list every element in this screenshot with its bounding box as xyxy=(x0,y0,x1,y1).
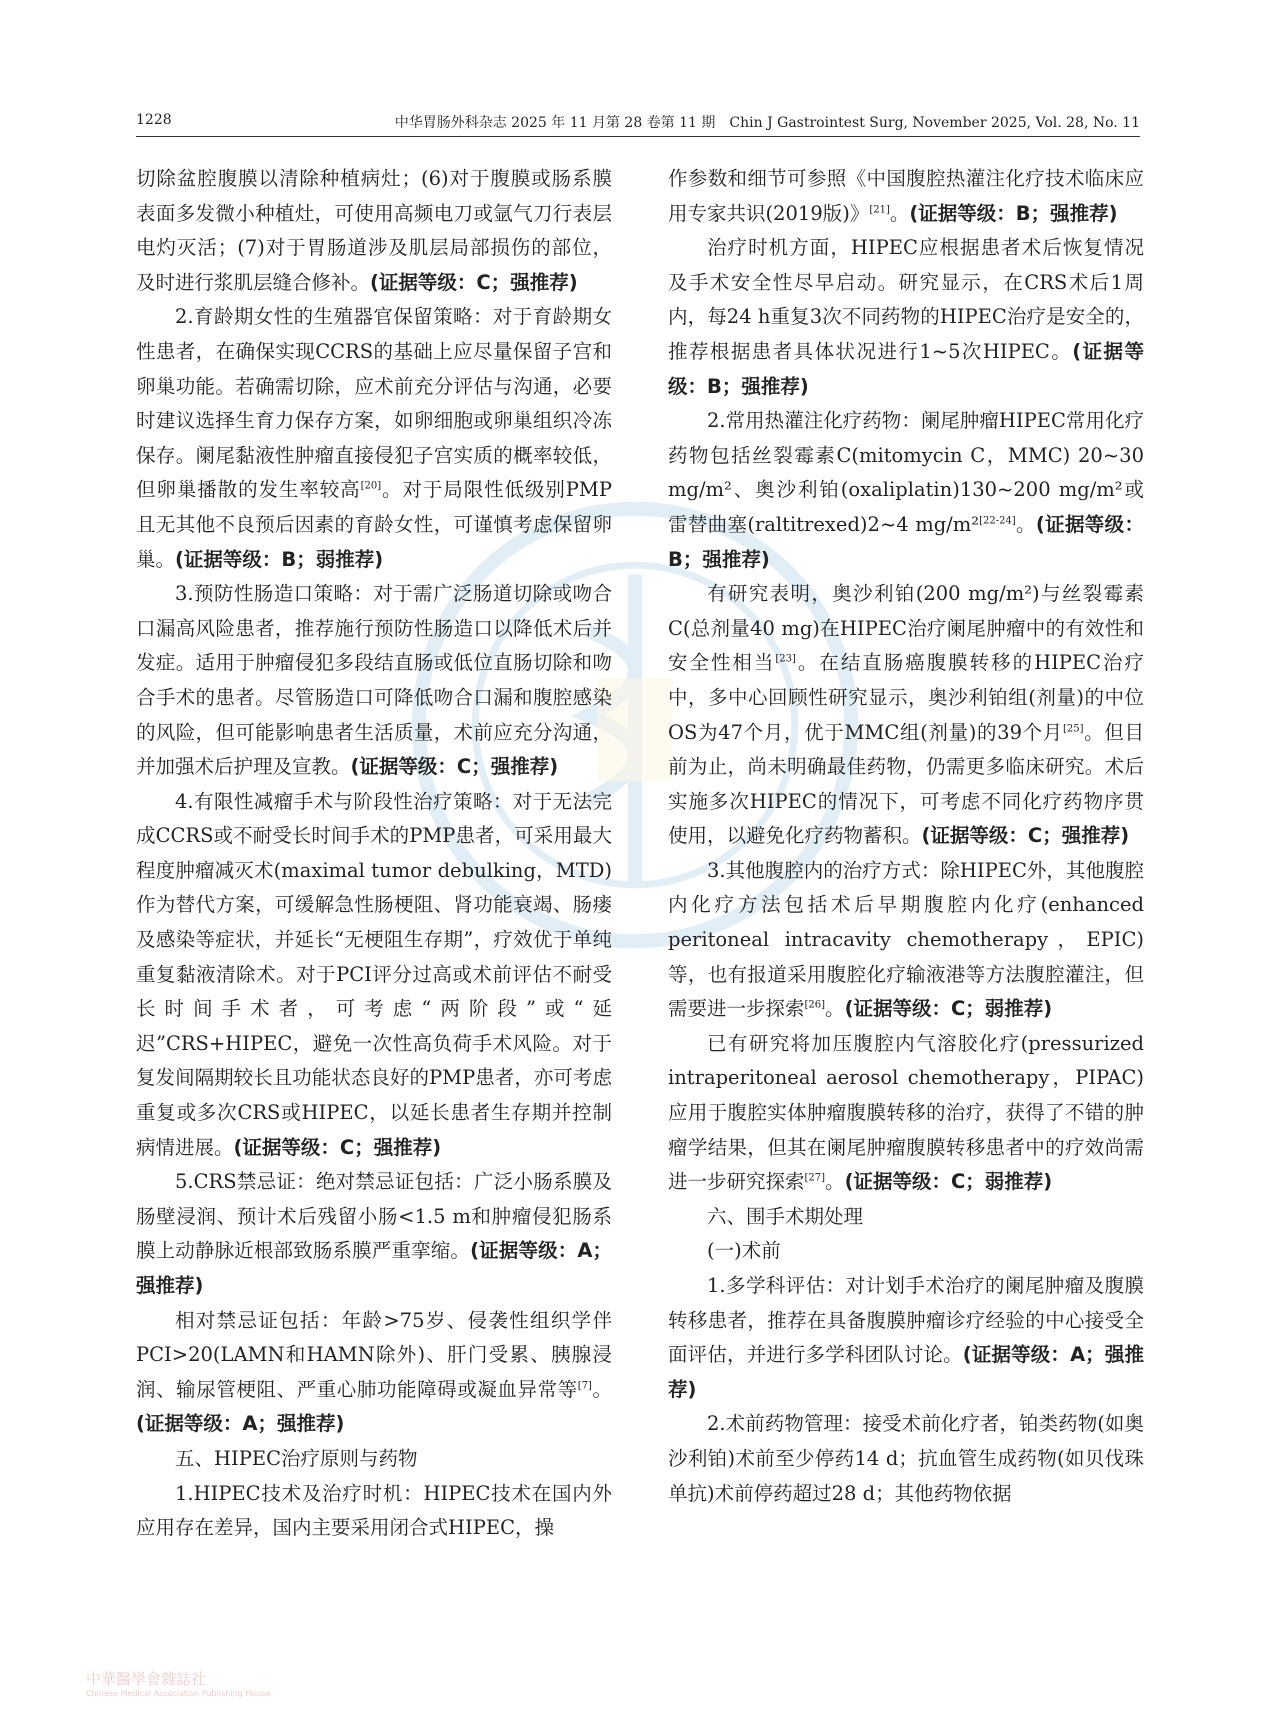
journal-citation: 中华胃肠外科杂志 2025 年 11 月第 28 卷第 11 期 Chin J Gastrointest Surg, November 2025, Vol. 28, No. 11 xyxy=(394,115,1140,131)
paragraph: 相对禁忌证包括：年龄>75岁、侵袭性组织学伴PCI>20(LAMN和HAMN除外)、肝门受累、胰腺浸润、输尿管梗阻、严重心肺功能障碍或凝血异常等[7]。(证据等级：A；强推荐) xyxy=(136,1308,612,1436)
publisher-logo xyxy=(86,1668,270,1708)
subsection-heading: (一)术前 xyxy=(707,1239,781,1263)
right-column xyxy=(668,162,1144,1511)
paragraph: 有研究表明，奥沙利铂(200 mg/m²)与丝裂霉素C(总剂量40 mg)在HIPEC治疗阑尾肿瘤中的有效性和安全性相当[23]。在结直肠癌腹膜转移的HIPEC治疗中，多中心回顾性研究显示，奥沙利铂组(剂量)的中位OS为47个月，优于MMC组(剂量)的39个月[25]。但目前为止，尚未明确最佳药物，仍需更多临床研究。术后实施多次HIPEC的情况下，可考虑不同化疗药物序贯使用，以避免化疗药物蓄积。(证据等级：C；强推荐) xyxy=(668,582,1144,848)
left-column xyxy=(136,162,612,1546)
paragraph: 已有研究将加压腹腔内气溶胶化疗(pressurized intraperitoneal aerosol chemotherapy，PIPAC)应用于腹腔实体肿瘤腹膜转移的治疗，获得了不错的肿瘤学结果，但其在阑尾肿瘤腹膜转移患者中的疗效尚需进一步研究探索[27]。(证据等级：C；弱推荐) xyxy=(668,1031,1144,1194)
paragraph: 2.术前药物管理：接受术前化疗者，铂类药物(如奥沙利铂)术前至少停药14 d；抗血管生成药物(如贝伐珠单抗)术前停药超过28 d；其他药物依据 xyxy=(668,1412,1144,1505)
paragraph: 3.其他腹腔内的治疗方式：除HIPEC外，其他腹腔内化疗方法包括术后早期腹腔内化疗(enhanced peritoneal intracavity chemotherapy，EPIC)等，也有报道采用腹腔化疗输液港等方法腹腔灌注，但需要进一步探索[26]。(证据等级：C；弱推荐) xyxy=(668,858,1144,1021)
paragraph: 1.多学科评估：对计划手术治疗的阑尾肿瘤及腹膜转移患者，推荐在具备腹膜肿瘤诊疗经验的中心接受全面评估，并进行多学科团队讨论。(证据等级：A；强推荐) xyxy=(668,1274,1144,1401)
paragraph: 2.常用热灌注化疗药物：阑尾肿瘤HIPEC常用化疗药物包括丝裂霉素C(mitomycin C，MMC) 20~30 mg/m²、奥沙利铂(oxaliplatin)130~200 mg/m²或雷替曲塞(raltitrexed)2~4 mg/m²[22-24]。(证据等级：B；强推荐) xyxy=(668,409,1144,571)
publisher-name: 中華醫學會雜誌社 xyxy=(86,1670,207,1688)
paragraph: 4.有限性减瘤手术与阶段性治疗策略：对于无法完成CCRS或不耐受长时间手术的PMP患者，可采用最大程度肿瘤减灭术(maximal tumor debulking，MTD)作为替代方案，可缓解急性肠梗阻、肾功能衰竭、肠瘘及感染等症状，并延长“无梗阻生存期”，疗效优于单纯重复黏液清除术。对于PCI评分过高或术前评估不耐受长时间手术者，可考虑“两阶段”或“延迟”CRS+HIPEC，避免一次性高负荷手术风险。对于复发间隔期较长且功能状态良好的PMP患者，亦可考虑重复或多次CRS或HIPEC，以延长患者生存期并控制病情进展。(证据等级：C；强推荐) xyxy=(136,789,612,1159)
paragraph: 治疗时机方面，HIPEC应根据患者术后恢复情况及手术安全性尽早启动。研究显示，在CRS术后1周内，每24 h重复3次不同药物的HIPEC治疗是安全的，推荐根据患者具体状况进行1~5次HIPEC。(证据等级：B；强推荐) xyxy=(668,236,1144,398)
page-number: 1228 xyxy=(136,112,172,128)
publisher-name-en: Chinese Medical Association Publishing House xyxy=(86,1689,271,1698)
section-heading: 六、围手术期处理 xyxy=(707,1204,864,1228)
section-heading: 五、HIPEC治疗原则与药物 xyxy=(175,1446,418,1470)
paragraph: 5.CRS禁忌证：绝对禁忌证包括：广泛小肠系膜及肠壁浸润、预计术后残留小肠<1.5 m和肿瘤侵犯肠系膜上动静脉近根部致肠系膜严重挛缩。(证据等级：A；强推荐) xyxy=(136,1170,612,1297)
paragraph: 切除盆腔腹膜以清除种植病灶；(6)对于腹膜或肠系膜表面多发微小种植灶，可使用高频电刀或氩气刀行表层电灼灭活；(7)对于胃肠道涉及肌层局部损伤的部位，及时进行浆肌层缝合修补。(证据等级：C；强推荐) xyxy=(136,167,612,294)
paragraph: 作参数和细节可参照《中国腹腔热灌注化疗技术临床应用专家共识(2019版)》[21]。(证据等级：B；强推荐) xyxy=(668,167,1144,225)
paragraph: 3.预防性肠造口策略：对于需广泛肠道切除或吻合口漏高风险患者，推荐施行预防性肠造口以降低术后并发症。适用于肿瘤侵犯多段结直肠或低位直肠切除和吻合手术的患者。尽管肠造口可降低吻合口漏和腹腔感染的风险，但可能影响患者生活质量，术前应充分沟通，并加强术后护理及宣教。(证据等级：C；强推荐) xyxy=(136,582,612,779)
running-header xyxy=(136,112,1140,137)
paragraph: 2.育龄期女性的生殖器官保留策略：对于育龄期女性患者，在确保实现CCRS的基础上应尽量保留子宫和卵巢功能。若确需切除，应术前充分评估与沟通，必要时建议选择生育力保存方案，如卵细胞或卵巢组织冷冻保存。阑尾黏液性肿瘤直接侵犯子宫实质的概率较低，但卵巢播散的发生率较高[20]。对于局限性低级别PMP且无其他不良预后因素的育龄女性，可谨慎考虑保留卵巢。(证据等级：B；弱推荐) xyxy=(136,305,612,571)
paragraph: 1.HIPEC技术及治疗时机：HIPEC技术在国内外应用存在差异，国内主要采用闭合式HIPEC，操 xyxy=(136,1481,612,1540)
